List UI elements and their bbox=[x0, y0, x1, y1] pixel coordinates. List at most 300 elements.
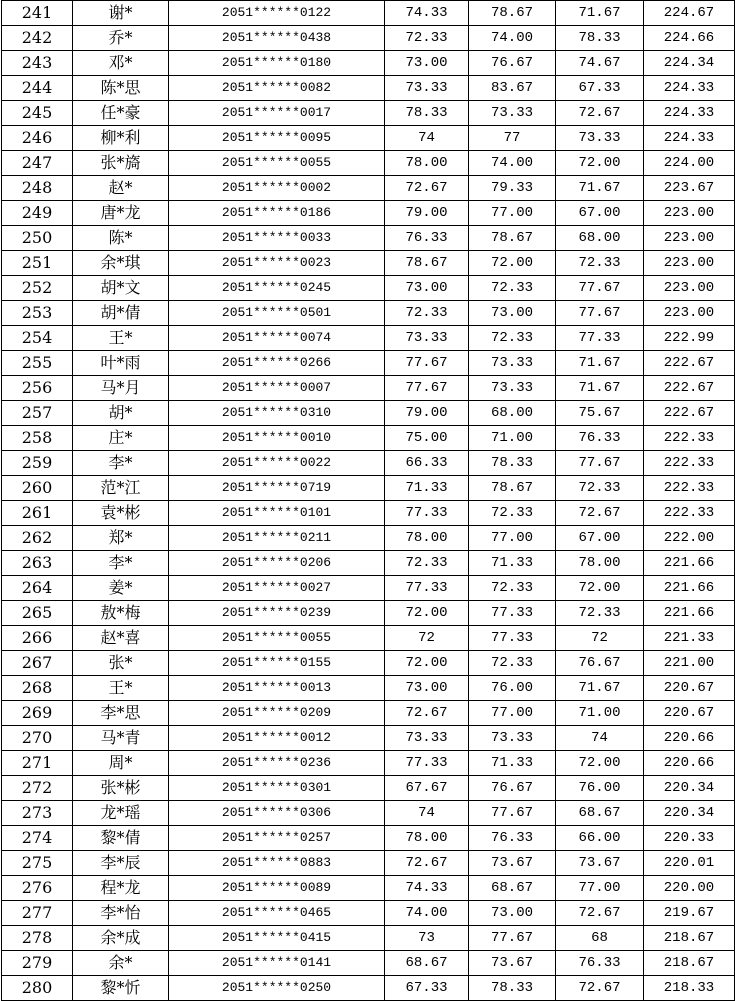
rank-cell: 279 bbox=[2, 951, 73, 976]
total-score-cell: 221.33 bbox=[644, 626, 735, 651]
rank-cell: 266 bbox=[2, 626, 73, 651]
score-1-cell: 68.67 bbox=[385, 951, 469, 976]
score-3-cell: 72.33 bbox=[556, 251, 644, 276]
table-row bbox=[2, 226, 735, 251]
score-1-cell: 73.33 bbox=[385, 726, 469, 751]
total-score-cell: 222.67 bbox=[644, 401, 735, 426]
rank-cell: 250 bbox=[2, 226, 73, 251]
rank-cell: 242 bbox=[2, 26, 73, 51]
score-1-cell: 77.33 bbox=[385, 751, 469, 776]
total-score-cell: 221.66 bbox=[644, 601, 735, 626]
score-3-cell: 73.33 bbox=[556, 126, 644, 151]
name-cell: 黎*忻 bbox=[73, 976, 169, 1001]
id-cell: 2051******0438 bbox=[169, 26, 385, 51]
total-score-cell: 223.00 bbox=[644, 226, 735, 251]
score-1-cell: 78.00 bbox=[385, 826, 469, 851]
score-3-cell: 68 bbox=[556, 926, 644, 951]
score-2-cell: 77.33 bbox=[469, 601, 556, 626]
name-cell: 胡* bbox=[73, 401, 169, 426]
name-cell: 郑* bbox=[73, 526, 169, 551]
score-1-cell: 79.00 bbox=[385, 401, 469, 426]
name-cell: 赵* bbox=[73, 176, 169, 201]
total-score-cell: 222.67 bbox=[644, 351, 735, 376]
rank-cell: 243 bbox=[2, 51, 73, 76]
score-1-cell: 72.00 bbox=[385, 651, 469, 676]
table-row bbox=[2, 776, 735, 801]
rank-cell: 248 bbox=[2, 176, 73, 201]
id-cell: 2051******0236 bbox=[169, 751, 385, 776]
score-1-cell: 74.00 bbox=[385, 901, 469, 926]
table-row bbox=[2, 426, 735, 451]
rank-cell: 267 bbox=[2, 651, 73, 676]
score-1-cell: 67.67 bbox=[385, 776, 469, 801]
total-score-cell: 220.00 bbox=[644, 876, 735, 901]
id-cell: 2051******0101 bbox=[169, 501, 385, 526]
id-cell: 2051******0055 bbox=[169, 626, 385, 651]
id-cell: 2051******0465 bbox=[169, 901, 385, 926]
total-score-cell: 222.33 bbox=[644, 501, 735, 526]
score-table bbox=[1, 0, 735, 1001]
total-score-cell: 224.33 bbox=[644, 126, 735, 151]
total-score-cell: 224.66 bbox=[644, 26, 735, 51]
score-3-cell: 67.00 bbox=[556, 201, 644, 226]
name-cell: 龙*瑶 bbox=[73, 801, 169, 826]
id-cell: 2051******0095 bbox=[169, 126, 385, 151]
score-1-cell: 73.00 bbox=[385, 276, 469, 301]
score-2-cell: 72.33 bbox=[469, 276, 556, 301]
total-score-cell: 220.33 bbox=[644, 826, 735, 851]
name-cell: 陈* bbox=[73, 226, 169, 251]
score-1-cell: 66.33 bbox=[385, 451, 469, 476]
score-2-cell: 73.33 bbox=[469, 351, 556, 376]
table-row bbox=[2, 801, 735, 826]
table-row bbox=[2, 451, 735, 476]
id-cell: 2051******0055 bbox=[169, 151, 385, 176]
score-3-cell: 74 bbox=[556, 726, 644, 751]
score-1-cell: 72.67 bbox=[385, 176, 469, 201]
score-2-cell: 77 bbox=[469, 126, 556, 151]
score-1-cell: 71.33 bbox=[385, 476, 469, 501]
rank-cell: 277 bbox=[2, 901, 73, 926]
score-table-body bbox=[2, 1, 735, 1001]
id-cell: 2051******0074 bbox=[169, 326, 385, 351]
table-row bbox=[2, 76, 735, 101]
rank-cell: 241 bbox=[2, 1, 73, 26]
name-cell: 王* bbox=[73, 676, 169, 701]
total-score-cell: 220.01 bbox=[644, 851, 735, 876]
rank-cell: 260 bbox=[2, 476, 73, 501]
table-row bbox=[2, 176, 735, 201]
score-1-cell: 73.33 bbox=[385, 76, 469, 101]
rank-cell: 280 bbox=[2, 976, 73, 1001]
id-cell: 2051******0266 bbox=[169, 351, 385, 376]
score-1-cell: 73 bbox=[385, 926, 469, 951]
score-2-cell: 71.00 bbox=[469, 426, 556, 451]
score-1-cell: 73.00 bbox=[385, 676, 469, 701]
table-row bbox=[2, 901, 735, 926]
score-3-cell: 68.67 bbox=[556, 801, 644, 826]
total-score-cell: 222.00 bbox=[644, 526, 735, 551]
score-3-cell: 66.00 bbox=[556, 826, 644, 851]
score-3-cell: 72.67 bbox=[556, 901, 644, 926]
table-row bbox=[2, 1, 735, 26]
score-3-cell: 71.00 bbox=[556, 701, 644, 726]
score-1-cell: 74.33 bbox=[385, 1, 469, 26]
total-score-cell: 220.67 bbox=[644, 701, 735, 726]
name-cell: 柳*利 bbox=[73, 126, 169, 151]
rank-cell: 269 bbox=[2, 701, 73, 726]
total-score-cell: 220.34 bbox=[644, 801, 735, 826]
total-score-cell: 223.00 bbox=[644, 201, 735, 226]
score-2-cell: 79.33 bbox=[469, 176, 556, 201]
name-cell: 邓* bbox=[73, 51, 169, 76]
total-score-cell: 221.00 bbox=[644, 651, 735, 676]
score-2-cell: 73.33 bbox=[469, 376, 556, 401]
table-row bbox=[2, 576, 735, 601]
id-cell: 2051******0257 bbox=[169, 826, 385, 851]
score-3-cell: 78.33 bbox=[556, 26, 644, 51]
score-2-cell: 76.67 bbox=[469, 51, 556, 76]
score-2-cell: 73.33 bbox=[469, 101, 556, 126]
score-1-cell: 72.67 bbox=[385, 851, 469, 876]
table-row bbox=[2, 751, 735, 776]
id-cell: 2051******0180 bbox=[169, 51, 385, 76]
score-2-cell: 78.67 bbox=[469, 226, 556, 251]
score-3-cell: 77.67 bbox=[556, 276, 644, 301]
name-cell: 余* bbox=[73, 951, 169, 976]
id-cell: 2051******0211 bbox=[169, 526, 385, 551]
score-3-cell: 76.33 bbox=[556, 426, 644, 451]
id-cell: 2051******0310 bbox=[169, 401, 385, 426]
score-2-cell: 83.67 bbox=[469, 76, 556, 101]
id-cell: 2051******0027 bbox=[169, 576, 385, 601]
total-score-cell: 220.34 bbox=[644, 776, 735, 801]
score-2-cell: 72.00 bbox=[469, 251, 556, 276]
name-cell: 敖*梅 bbox=[73, 601, 169, 626]
id-cell: 2051******0141 bbox=[169, 951, 385, 976]
table-row bbox=[2, 676, 735, 701]
score-2-cell: 78.33 bbox=[469, 976, 556, 1001]
rank-cell: 261 bbox=[2, 501, 73, 526]
score-1-cell: 78.33 bbox=[385, 101, 469, 126]
id-cell: 2051******0883 bbox=[169, 851, 385, 876]
name-cell: 赵*喜 bbox=[73, 626, 169, 651]
score-3-cell: 72.00 bbox=[556, 576, 644, 601]
score-2-cell: 77.67 bbox=[469, 926, 556, 951]
table-row bbox=[2, 501, 735, 526]
score-1-cell: 78.67 bbox=[385, 251, 469, 276]
score-2-cell: 72.33 bbox=[469, 576, 556, 601]
id-cell: 2051******0301 bbox=[169, 776, 385, 801]
rank-cell: 273 bbox=[2, 801, 73, 826]
score-2-cell: 71.33 bbox=[469, 551, 556, 576]
id-cell: 2051******0033 bbox=[169, 226, 385, 251]
score-2-cell: 76.00 bbox=[469, 676, 556, 701]
score-2-cell: 76.67 bbox=[469, 776, 556, 801]
table-row bbox=[2, 876, 735, 901]
rank-cell: 247 bbox=[2, 151, 73, 176]
name-cell: 乔* bbox=[73, 26, 169, 51]
rank-cell: 262 bbox=[2, 526, 73, 551]
score-3-cell: 77.33 bbox=[556, 326, 644, 351]
table-row bbox=[2, 926, 735, 951]
score-3-cell: 76.67 bbox=[556, 651, 644, 676]
name-cell: 李*思 bbox=[73, 701, 169, 726]
rank-cell: 245 bbox=[2, 101, 73, 126]
id-cell: 2051******0501 bbox=[169, 301, 385, 326]
total-score-cell: 222.33 bbox=[644, 451, 735, 476]
id-cell: 2051******0082 bbox=[169, 76, 385, 101]
total-score-cell: 221.66 bbox=[644, 551, 735, 576]
score-3-cell: 67.33 bbox=[556, 76, 644, 101]
name-cell: 范*江 bbox=[73, 476, 169, 501]
id-cell: 2051******0017 bbox=[169, 101, 385, 126]
table-row bbox=[2, 301, 735, 326]
total-score-cell: 220.67 bbox=[644, 676, 735, 701]
name-cell: 叶*雨 bbox=[73, 351, 169, 376]
rank-cell: 251 bbox=[2, 251, 73, 276]
score-2-cell: 77.67 bbox=[469, 801, 556, 826]
table-row bbox=[2, 701, 735, 726]
score-2-cell: 77.00 bbox=[469, 526, 556, 551]
table-row bbox=[2, 826, 735, 851]
id-cell: 2051******0306 bbox=[169, 801, 385, 826]
rank-cell: 244 bbox=[2, 76, 73, 101]
rank-cell: 272 bbox=[2, 776, 73, 801]
table-row bbox=[2, 351, 735, 376]
total-score-cell: 224.33 bbox=[644, 101, 735, 126]
rank-cell: 254 bbox=[2, 326, 73, 351]
name-cell: 黎*倩 bbox=[73, 826, 169, 851]
score-3-cell: 71.67 bbox=[556, 376, 644, 401]
name-cell: 马*青 bbox=[73, 726, 169, 751]
rank-cell: 263 bbox=[2, 551, 73, 576]
score-3-cell: 78.00 bbox=[556, 551, 644, 576]
id-cell: 2051******0007 bbox=[169, 376, 385, 401]
id-cell: 2051******0206 bbox=[169, 551, 385, 576]
rank-cell: 253 bbox=[2, 301, 73, 326]
score-1-cell: 77.33 bbox=[385, 501, 469, 526]
score-2-cell: 71.33 bbox=[469, 751, 556, 776]
table-row bbox=[2, 726, 735, 751]
score-2-cell: 73.33 bbox=[469, 726, 556, 751]
rank-cell: 268 bbox=[2, 676, 73, 701]
rank-cell: 252 bbox=[2, 276, 73, 301]
score-1-cell: 72.33 bbox=[385, 301, 469, 326]
score-2-cell: 76.33 bbox=[469, 826, 556, 851]
table-row bbox=[2, 976, 735, 1001]
score-1-cell: 77.67 bbox=[385, 376, 469, 401]
name-cell: 马*月 bbox=[73, 376, 169, 401]
id-cell: 2051******0122 bbox=[169, 1, 385, 26]
score-1-cell: 73.33 bbox=[385, 326, 469, 351]
name-cell: 李*怡 bbox=[73, 901, 169, 926]
score-2-cell: 72.33 bbox=[469, 326, 556, 351]
table-row bbox=[2, 151, 735, 176]
table-row bbox=[2, 626, 735, 651]
rank-cell: 256 bbox=[2, 376, 73, 401]
rank-cell: 255 bbox=[2, 351, 73, 376]
score-2-cell: 78.67 bbox=[469, 476, 556, 501]
name-cell: 李* bbox=[73, 451, 169, 476]
name-cell: 张*彬 bbox=[73, 776, 169, 801]
rank-cell: 276 bbox=[2, 876, 73, 901]
rank-cell: 274 bbox=[2, 826, 73, 851]
table-row bbox=[2, 551, 735, 576]
total-score-cell: 218.67 bbox=[644, 951, 735, 976]
score-3-cell: 74.67 bbox=[556, 51, 644, 76]
score-1-cell: 79.00 bbox=[385, 201, 469, 226]
table-row bbox=[2, 126, 735, 151]
name-cell: 任*豪 bbox=[73, 101, 169, 126]
name-cell: 余*琪 bbox=[73, 251, 169, 276]
table-row bbox=[2, 26, 735, 51]
name-cell: 袁*彬 bbox=[73, 501, 169, 526]
score-1-cell: 72.67 bbox=[385, 701, 469, 726]
score-3-cell: 73.67 bbox=[556, 851, 644, 876]
name-cell: 唐*龙 bbox=[73, 201, 169, 226]
score-2-cell: 77.00 bbox=[469, 201, 556, 226]
score-2-cell: 73.00 bbox=[469, 901, 556, 926]
total-score-cell: 221.66 bbox=[644, 576, 735, 601]
score-3-cell: 68.00 bbox=[556, 226, 644, 251]
name-cell: 张*旖 bbox=[73, 151, 169, 176]
table-row bbox=[2, 201, 735, 226]
score-2-cell: 77.33 bbox=[469, 626, 556, 651]
score-3-cell: 72.00 bbox=[556, 151, 644, 176]
total-score-cell: 222.33 bbox=[644, 426, 735, 451]
total-score-cell: 218.33 bbox=[644, 976, 735, 1001]
total-score-cell: 219.67 bbox=[644, 901, 735, 926]
score-3-cell: 77.67 bbox=[556, 451, 644, 476]
name-cell: 余*成 bbox=[73, 926, 169, 951]
name-cell: 胡*倩 bbox=[73, 301, 169, 326]
id-cell: 2051******0186 bbox=[169, 201, 385, 226]
id-cell: 2051******0245 bbox=[169, 276, 385, 301]
name-cell: 胡*文 bbox=[73, 276, 169, 301]
score-3-cell: 72.67 bbox=[556, 976, 644, 1001]
score-2-cell: 68.00 bbox=[469, 401, 556, 426]
total-score-cell: 224.00 bbox=[644, 151, 735, 176]
table-row bbox=[2, 51, 735, 76]
id-cell: 2051******0023 bbox=[169, 251, 385, 276]
table-row bbox=[2, 101, 735, 126]
total-score-cell: 220.66 bbox=[644, 726, 735, 751]
table-row bbox=[2, 651, 735, 676]
score-1-cell: 73.00 bbox=[385, 51, 469, 76]
total-score-cell: 222.67 bbox=[644, 376, 735, 401]
total-score-cell: 223.67 bbox=[644, 176, 735, 201]
score-3-cell: 72.33 bbox=[556, 601, 644, 626]
table-row bbox=[2, 251, 735, 276]
score-3-cell: 72 bbox=[556, 626, 644, 651]
score-1-cell: 72.33 bbox=[385, 26, 469, 51]
name-cell: 李* bbox=[73, 551, 169, 576]
total-score-cell: 224.33 bbox=[644, 76, 735, 101]
table-row bbox=[2, 526, 735, 551]
score-1-cell: 67.33 bbox=[385, 976, 469, 1001]
score-1-cell: 74.33 bbox=[385, 876, 469, 901]
id-cell: 2051******0719 bbox=[169, 476, 385, 501]
id-cell: 2051******0022 bbox=[169, 451, 385, 476]
score-2-cell: 72.33 bbox=[469, 501, 556, 526]
score-1-cell: 78.00 bbox=[385, 526, 469, 551]
score-3-cell: 71.67 bbox=[556, 351, 644, 376]
id-cell: 2051******0089 bbox=[169, 876, 385, 901]
total-score-cell: 222.99 bbox=[644, 326, 735, 351]
name-cell: 姜* bbox=[73, 576, 169, 601]
name-cell: 王* bbox=[73, 326, 169, 351]
table-row bbox=[2, 851, 735, 876]
table-row bbox=[2, 951, 735, 976]
id-cell: 2051******0250 bbox=[169, 976, 385, 1001]
score-3-cell: 72.33 bbox=[556, 476, 644, 501]
total-score-cell: 224.67 bbox=[644, 1, 735, 26]
id-cell: 2051******0155 bbox=[169, 651, 385, 676]
id-cell: 2051******0013 bbox=[169, 676, 385, 701]
table-row bbox=[2, 326, 735, 351]
id-cell: 2051******0010 bbox=[169, 426, 385, 451]
total-score-cell: 223.00 bbox=[644, 251, 735, 276]
score-2-cell: 78.67 bbox=[469, 1, 556, 26]
score-3-cell: 76.33 bbox=[556, 951, 644, 976]
rank-cell: 249 bbox=[2, 201, 73, 226]
name-cell: 庄* bbox=[73, 426, 169, 451]
score-3-cell: 75.67 bbox=[556, 401, 644, 426]
rank-cell: 270 bbox=[2, 726, 73, 751]
total-score-cell: 224.34 bbox=[644, 51, 735, 76]
id-cell: 2051******0002 bbox=[169, 176, 385, 201]
score-1-cell: 78.00 bbox=[385, 151, 469, 176]
score-1-cell: 72 bbox=[385, 626, 469, 651]
id-cell: 2051******0209 bbox=[169, 701, 385, 726]
name-cell: 谢* bbox=[73, 1, 169, 26]
score-1-cell: 74 bbox=[385, 801, 469, 826]
score-3-cell: 71.67 bbox=[556, 176, 644, 201]
table-row bbox=[2, 601, 735, 626]
table-row bbox=[2, 476, 735, 501]
score-3-cell: 77.67 bbox=[556, 301, 644, 326]
table-row bbox=[2, 401, 735, 426]
score-1-cell: 77.33 bbox=[385, 576, 469, 601]
rank-cell: 258 bbox=[2, 426, 73, 451]
score-2-cell: 78.33 bbox=[469, 451, 556, 476]
rank-cell: 275 bbox=[2, 851, 73, 876]
name-cell: 周* bbox=[73, 751, 169, 776]
name-cell: 张* bbox=[73, 651, 169, 676]
score-2-cell: 68.67 bbox=[469, 876, 556, 901]
rank-cell: 271 bbox=[2, 751, 73, 776]
total-score-cell: 223.00 bbox=[644, 276, 735, 301]
table-row bbox=[2, 376, 735, 401]
table-row bbox=[2, 276, 735, 301]
total-score-cell: 218.67 bbox=[644, 926, 735, 951]
score-2-cell: 72.33 bbox=[469, 651, 556, 676]
score-1-cell: 74 bbox=[385, 126, 469, 151]
name-cell: 陈*思 bbox=[73, 76, 169, 101]
score-2-cell: 73.00 bbox=[469, 301, 556, 326]
score-2-cell: 74.00 bbox=[469, 26, 556, 51]
score-3-cell: 71.67 bbox=[556, 676, 644, 701]
score-3-cell: 71.67 bbox=[556, 1, 644, 26]
score-2-cell: 73.67 bbox=[469, 851, 556, 876]
rank-cell: 264 bbox=[2, 576, 73, 601]
score-1-cell: 77.67 bbox=[385, 351, 469, 376]
rank-cell: 246 bbox=[2, 126, 73, 151]
score-2-cell: 74.00 bbox=[469, 151, 556, 176]
score-3-cell: 72.00 bbox=[556, 751, 644, 776]
score-1-cell: 75.00 bbox=[385, 426, 469, 451]
